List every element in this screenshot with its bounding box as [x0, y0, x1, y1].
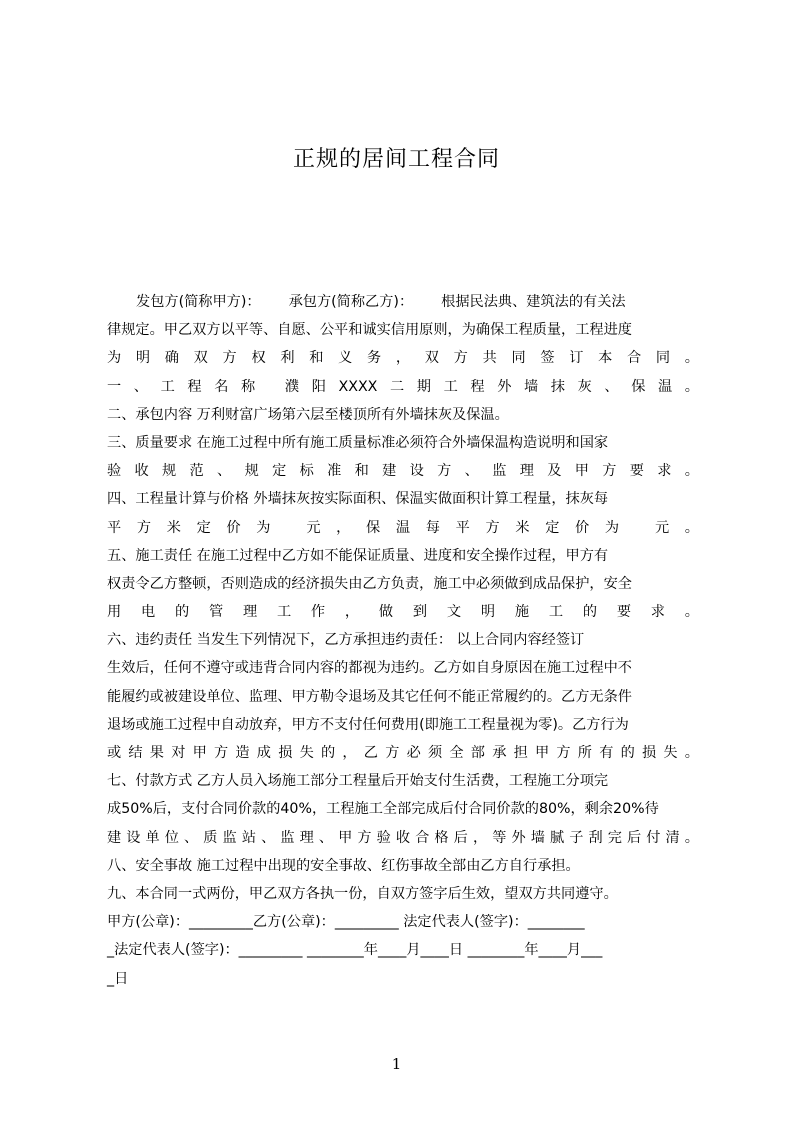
body-line: 退场或施工过程中自动放弃，甲方不支付任何费用(即施工工程量视为零)。乙方行为	[107, 716, 629, 733]
clause-9-copies: 九、本合同一式两份，甲乙双方各执一份，自双方签字后生效，望双方共同遵守。	[107, 885, 618, 902]
body-line: 验收规范、规定标准和建设方、监理及甲方要求。	[107, 463, 699, 480]
party-b-label: 承包方(简称乙方)：	[288, 294, 414, 310]
signature-line: 甲方(公章)：_________乙方(公章)：_________ 法定代表人(签字)：________	[107, 914, 585, 931]
clause-5-responsibility: 五、施工责任 在施工过程中乙方如不能保证质量、进度和安全操作过程，甲方有	[107, 547, 609, 564]
clause-7-payment: 七、付款方式 乙方人员入场施工部分工程量后开始支付生活费，工程施工分项完	[107, 773, 609, 790]
signature-line: _日	[107, 970, 129, 987]
intro-line	[107, 288, 699, 316]
clause-1-project-name: 一、工程名称 濮阳XXXX二期工程外墙抹灰、保温。	[107, 378, 699, 395]
clause-4-pricing: 四、工程量计算与价格 外墙抹灰按实际面积、保温实做面积计算工程量，抹灰每	[107, 491, 609, 508]
legal-basis-start: 根据民法典、建筑法的有关法	[441, 294, 626, 310]
clause-3-quality: 三、质量要求 在施工过程中所有施工质量标准必须符合外墙保温构造说明和国家	[107, 434, 609, 451]
body-line: 能履约或被建设单位、监理、甲方勒令退场及其它任何不能正常履约的。乙方无条件	[107, 688, 632, 705]
page-number: 1	[391, 1055, 402, 1073]
body-line: 平方米定价为 元，保温每平方米定价为 元。	[107, 519, 699, 536]
page-title: 正规的居间工程合同	[292, 147, 500, 172]
contract-body	[107, 288, 699, 993]
signature-line: _法定代表人(签字)：_________ ________年____月____日 ________年____月___	[107, 942, 603, 959]
body-line: 为明确双方权利和义务，双方共同签订本合同。	[107, 350, 699, 367]
body-line: 建设单位、质监站、监理、甲方验收合格后，等外墙腻子刮完后付清。	[107, 829, 699, 846]
body-line: 生效后，任何不遵守或违背合同内容的都视为违约。乙方如自身原因在施工过程中不	[107, 660, 632, 677]
clause-2-scope: 二、承包内容 万利财富广场第六层至楼顶所有外墙抹灰及保温。	[107, 406, 509, 423]
body-line: 权责令乙方整顿，否则造成的经济损失由乙方负责，施工中必须做到成品保护，安全	[107, 575, 632, 592]
body-line: 律规定。甲乙双方以平等、自愿、公平和诚实信用原则，为确保工程质量，工程进度	[107, 322, 632, 339]
body-line: 成50%后，支付合同价款的40%，工程施工全部完成后付合同价款的80%，剩余20%待	[107, 801, 659, 818]
party-a-label: 发包方(简称甲方)：	[136, 294, 261, 310]
clause-8-safety: 八、安全事故 施工过程中出现的安全事故、红伤事故全部由乙方自行承担。	[107, 857, 580, 874]
body-line: 或结果对甲方造成损失的，乙方必须全部承担甲方所有的损失。	[107, 745, 699, 761]
clause-6-breach: 六、违约责任 当发生下列情况下，乙方承担违约责任： 以上合同内容经签订	[107, 632, 585, 649]
body-line: 用电的管理工作，做到文明施工的要求。	[107, 604, 699, 621]
